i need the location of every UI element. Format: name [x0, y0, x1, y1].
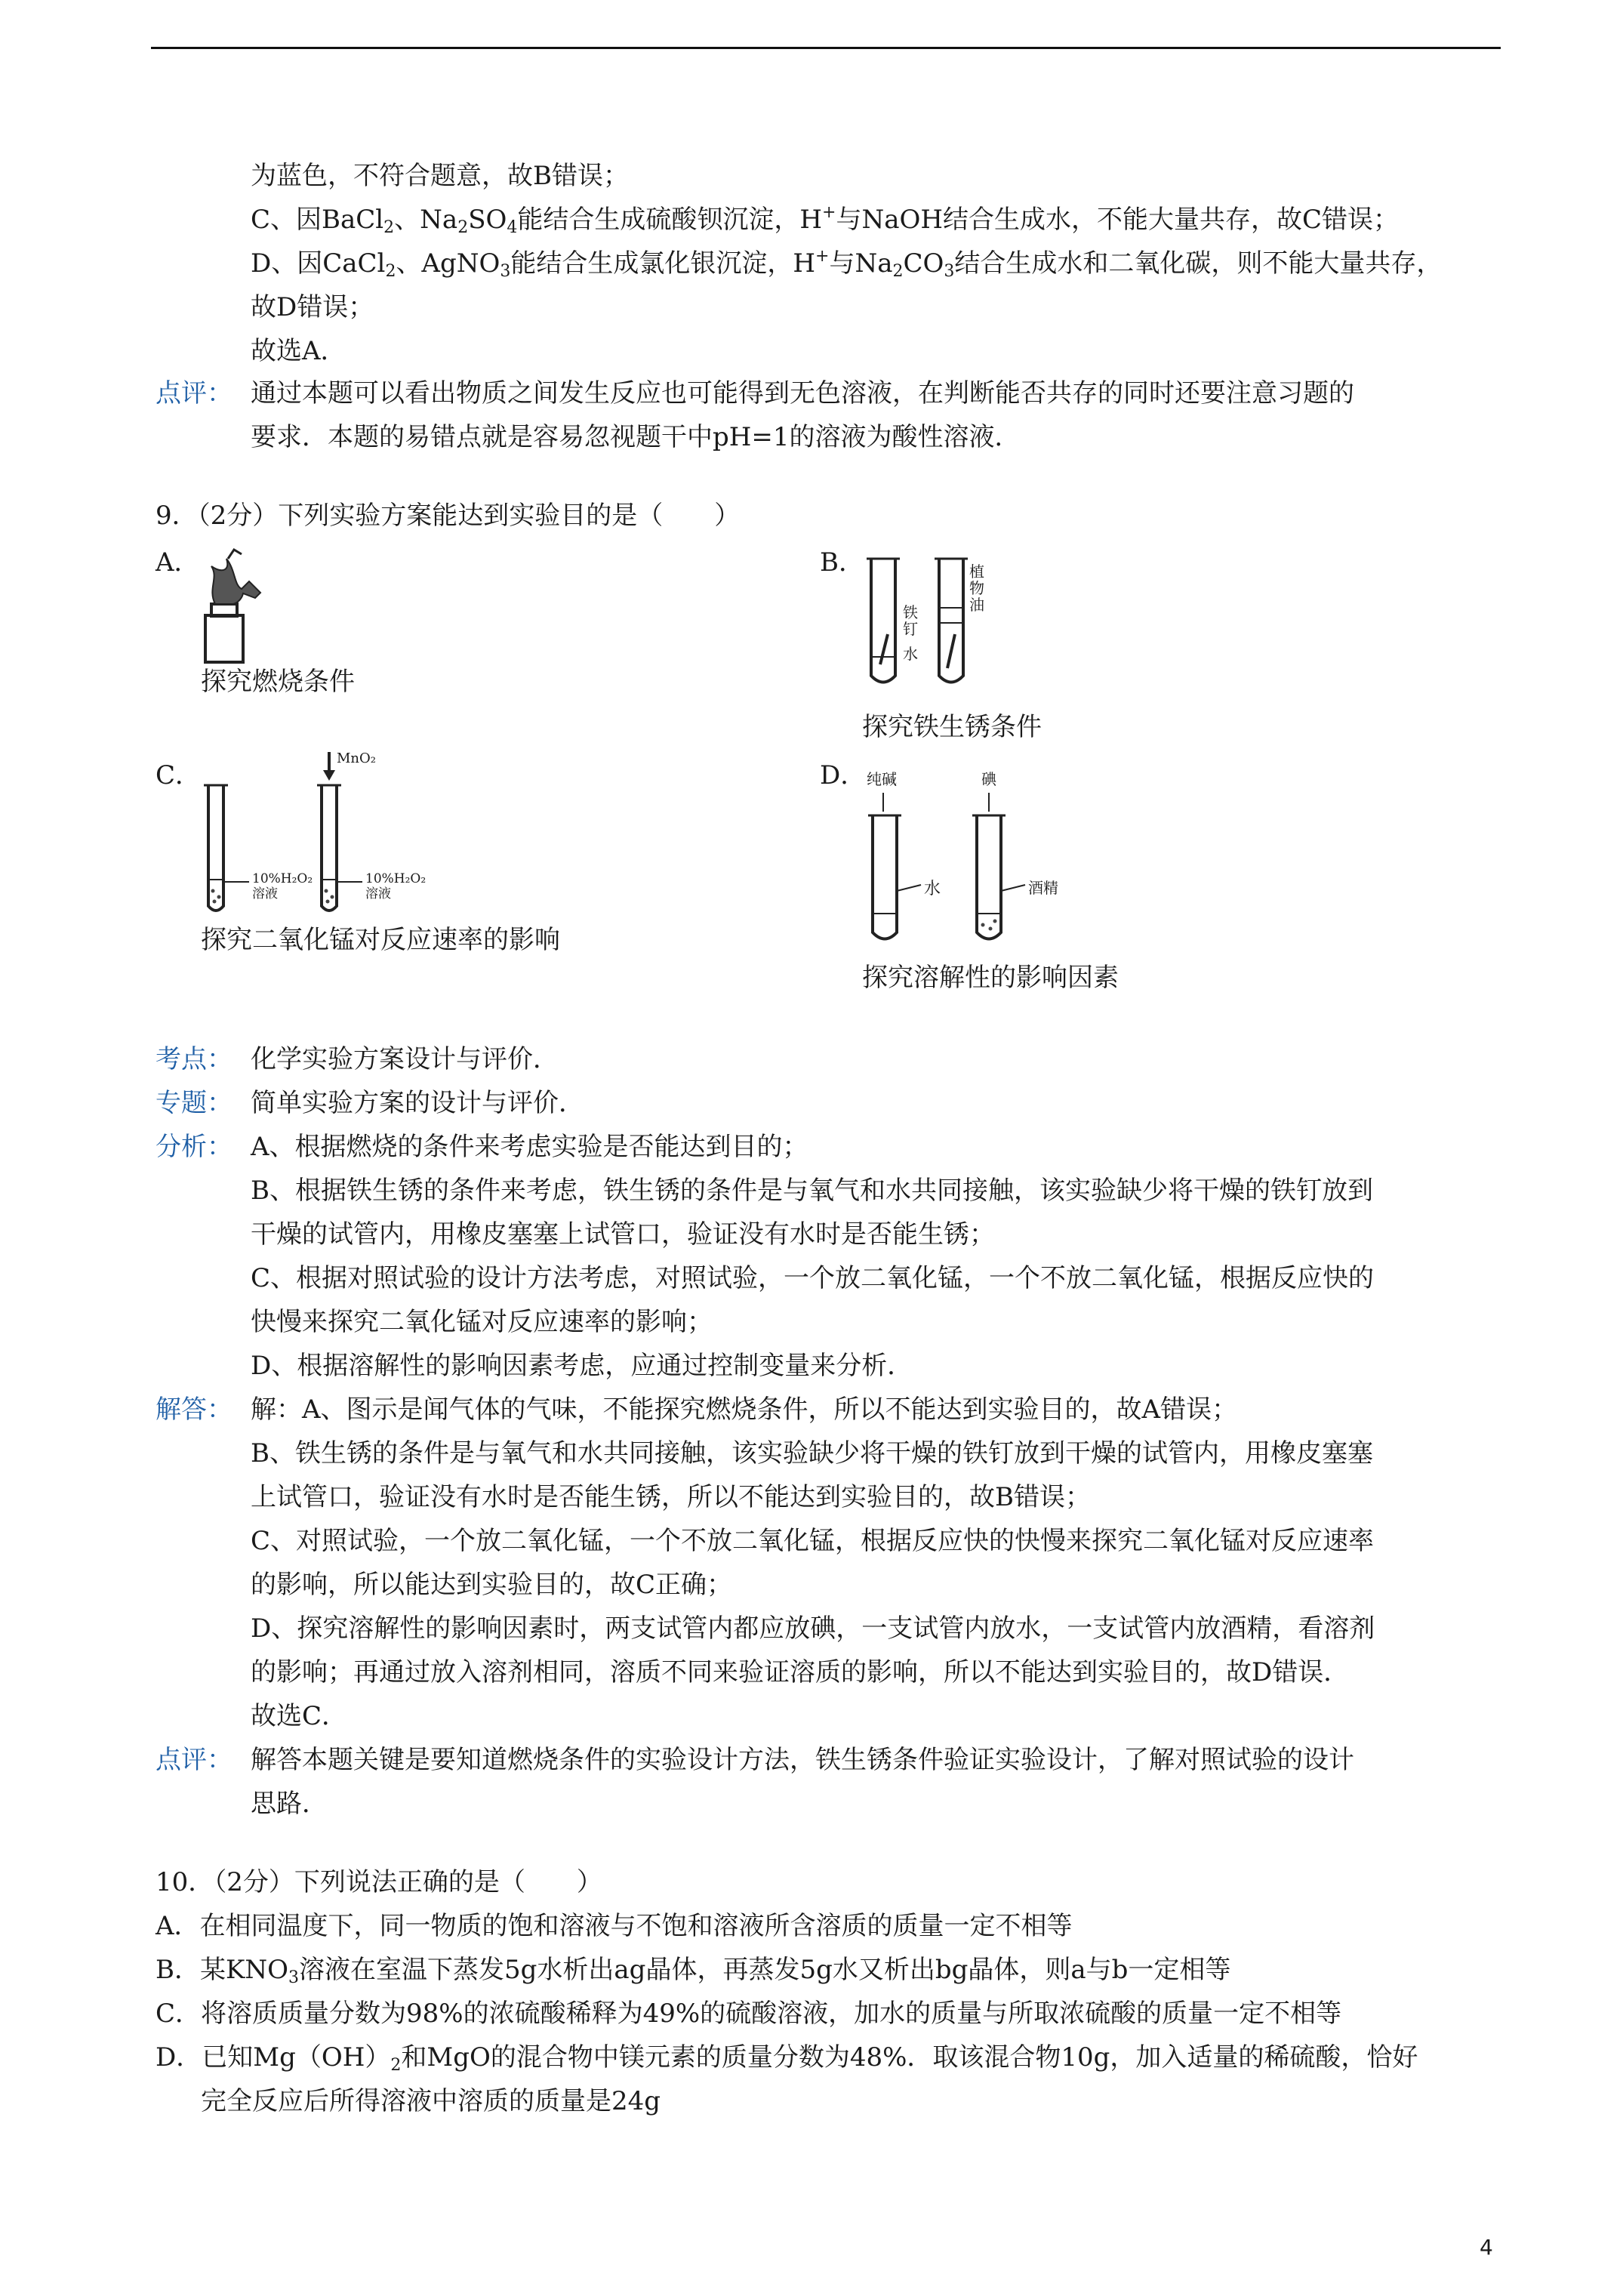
q10-option-c: C．将溶质质量分数为98%的浓硫酸稀释为49%的硫酸溶液，加水的质量与所取浓硫酸的质量一定不相等	[156, 1999, 1342, 2029]
q9-caption-d: 探究溶解性的影响因素	[862, 963, 1119, 993]
prev-option-d: D、因CaCl$_2$、AgNO$_3$能结合生成氯化银沉淀，H+与$Na_2CO_3$结合生成水和二氧化碳，则不能大量共存，	[251, 247, 1443, 281]
jieda-label: 解答：	[156, 1395, 233, 1425]
q9-caption-a: 探究燃烧条件	[201, 667, 355, 697]
header-rule	[151, 47, 1501, 49]
kaodian-text: 化学实验方案设计与评价．	[251, 1044, 559, 1074]
dianping-line: 解答本题关键是要知道燃烧条件的实验设计方法，铁生锈条件验证实验设计，了解对照试验的设计	[251, 1745, 1354, 1775]
q9-option-a-label: A．	[156, 547, 200, 578]
fenxi-label: 分析：	[156, 1132, 233, 1162]
figure-b-nail-label: 铁钉	[903, 603, 918, 638]
figure-a-bottle	[189, 544, 287, 664]
prev-comment-line1: 通过本题可以看出物质之间发生反应也可能得到无色溶液，在判断能否共存的同时还要注意习题的	[251, 378, 1354, 408]
q10-option-d: D．已知$Mg(OH)_2$和MgO的混合物中镁元素的质量分数为48%．取该混合物10g，加入适量的稀硫酸，恰好	[156, 2042, 1418, 2075]
jieda-line: 的影响，所以能达到实验目的，故C正确；	[251, 1570, 733, 1600]
q9-option-d-label: D．	[820, 760, 867, 791]
figure-d-water-label: 水	[924, 880, 941, 898]
fenxi-line: A、根据燃烧的条件来考虑实验是否能达到目的；	[251, 1132, 808, 1162]
jieda-line: B、铁生锈的条件是与氧气和水共同接触，该实验缺少将干燥的铁钉放到干燥的试管内，用橡皮塞塞	[251, 1438, 1373, 1469]
fenxi-line: 快慢来探究二氧化锰对反应速率的影响；	[251, 1307, 713, 1337]
prev-comment-line2: 要求．本题的易错点就是容易忽视题干中pH=1的溶液为酸性溶液．	[251, 422, 1021, 452]
jieda-line: C、对照试验，一个放二氧化锰，一个不放二氧化锰，根据反应快的快慢来探究二氧化锰对反应速率	[251, 1526, 1375, 1556]
q10-option-d-line2: 完全反应后所得溶液中溶质的质量是24g	[201, 2086, 661, 2116]
prev-option-c: C、因BaCl$_2$、$Na_2SO_4$能结合生成硫酸钡沉淀，H+与NaOH结合生成水，不能大量共存，故C错误；	[251, 203, 1400, 237]
dianping-label: 点评：	[156, 1745, 233, 1775]
figure-b-water-label: 水	[903, 645, 918, 663]
q10-option-a: A．在相同温度下，同一物质的饱和溶液与不饱和溶液所含溶质的质量一定不相等	[156, 1911, 1073, 1941]
page-number: 4	[1480, 2235, 1493, 2260]
kaodian-label: 考点：	[156, 1044, 233, 1074]
q9-option-b-label: B．	[820, 547, 864, 578]
figure-c-solution-label-1: 10%H₂O₂ 溶液	[252, 871, 313, 901]
figure-c-mno2-label: MnO₂	[337, 750, 376, 766]
zhuanti-text: 简单实验方案的设计与评价．	[251, 1088, 584, 1118]
q9-option-c-label: C．	[156, 760, 202, 791]
figure-c-solution-label-2: 10%H₂O₂ 溶液	[365, 871, 427, 901]
jieda-line: 上试管口，验证没有水时是否能生锈，所以不能达到实验目的，故B错误；	[251, 1482, 1091, 1512]
prev-answer: 故选A．	[251, 336, 346, 366]
jieda-line: 故选C．	[251, 1701, 348, 1731]
jieda-line: 的影响；再通过放入溶剂相同，溶质不同来验证溶质的影响，所以不能达到实验目的，故D错误．	[251, 1657, 1350, 1687]
q9-stem: 9．（2分）下列实验方案能达到实验目的是（ ）	[156, 501, 741, 531]
fenxi-line: B、根据铁生锈的条件来考虑，铁生锈的条件是与氧气和水共同接触，该实验缺少将干燥的铁钉放到	[251, 1176, 1373, 1206]
q9-caption-b: 探究铁生锈条件	[862, 712, 1042, 742]
figure-d-alcohol-label: 酒精	[1028, 879, 1058, 897]
dianping-line: 思路．	[251, 1789, 328, 1819]
figure-b-oil-label: 植物油	[969, 562, 984, 614]
fenxi-line: D、根据溶解性的影响因素考虑，应通过控制变量来分析．	[251, 1351, 913, 1381]
figure-d-left-label: 纯碱	[867, 770, 897, 788]
prev-line1: 为蓝色，不符合题意，故B错误；	[251, 161, 629, 191]
figure-b-tubes	[861, 551, 1019, 695]
q10-option-b: B．某$KNO_3$溶液在室温下蒸发5g水析出ag晶体，再蒸发5g水又析出bg晶体，则a与b一定相等	[156, 1955, 1231, 1987]
prev-option-d-line2: 故D错误；	[251, 292, 374, 322]
fenxi-line: C、根据对照试验的设计方法考虑，对照试验，一个放二氧化锰，一个不放二氧化锰，根据反应快的	[251, 1263, 1375, 1293]
figure-d-tubes	[861, 770, 1057, 944]
q10-stem: 10．（2分）下列说法正确的是（ ）	[156, 1867, 602, 1897]
fenxi-line: 干燥的试管内，用橡皮塞塞上试管口，验证没有水时是否能生锈；	[251, 1219, 995, 1250]
jieda-line: D、探究溶解性的影响因素时，两支试管内都应放碘，一支试管内放水，一支试管内放酒精，看溶剂	[251, 1613, 1375, 1644]
prev-comment-label: 点评：	[156, 378, 233, 408]
figure-d-right-label: 碘	[981, 770, 996, 788]
jieda-line: 解：A、图示是闻气体的气味，不能探究燃烧条件，所以不能达到实验目的，故A错误；	[251, 1395, 1238, 1425]
q9-caption-c: 探究二氧化锰对反应速率的影响	[201, 925, 560, 955]
zhuanti-label: 专题：	[156, 1088, 233, 1118]
